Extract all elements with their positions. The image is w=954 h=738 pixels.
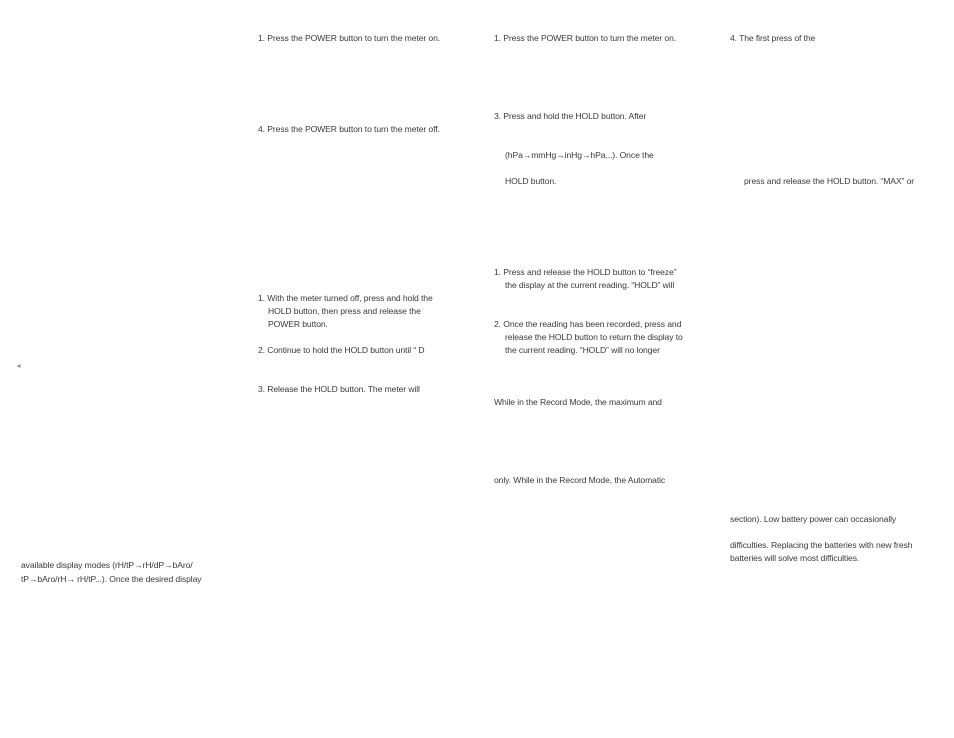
col4-step-4-max: press and release the HOLD button. “MAX” or: [744, 176, 915, 186]
col3-hold-step-2b: release the HOLD button to return the display to: [505, 332, 683, 342]
left-arrow-marker: ◄: [15, 363, 22, 370]
col4-battery-line-2: difficulties. Replacing the batteries with new fresh: [730, 540, 913, 550]
col2-setup-step-1a: 1. With the meter turned off, press and hold the: [258, 293, 433, 303]
col1-line-1: available display modes (rH/tP→rH/dP→bAro/: [21, 560, 193, 570]
col2-setup-step-3: 3. Release the HOLD button. The meter will: [258, 384, 420, 394]
col3-step-3-hold: HOLD button.: [505, 176, 557, 186]
col3-step-3-units: (hPa→mmHg→inHg→hPa...). Once the: [505, 150, 654, 160]
col2-setup-step-2: 2. Continue to hold the HOLD button until “ D: [258, 345, 425, 355]
col3-step-power-on: 1. Press the POWER button to turn the meter on.: [494, 33, 677, 43]
col3-hold-step-1b: the display at the current reading. “HOLD” will: [505, 280, 675, 290]
col3-record-line-1: While in the Record Mode, the maximum and: [494, 397, 662, 407]
col3-hold-step-2a: 2. Once the reading has been recorded, press and: [494, 319, 682, 329]
col3-step-3: 3. Press and hold the HOLD button. After: [494, 111, 647, 121]
col4-battery-line-3: batteries will solve most difficulties.: [730, 553, 860, 563]
col3-record-line-2: only. While in the Record Mode, the Automatic: [494, 475, 666, 485]
col2-setup-step-1b: HOLD button, then press and release the: [268, 306, 421, 316]
col4-step-4: 4. The first press of the: [730, 33, 816, 43]
col3-hold-step-2c: the current reading. “HOLD” will no longer: [505, 345, 660, 355]
col2-step-power-on: 1. Press the POWER button to turn the meter on.: [258, 33, 441, 43]
col2-step-power-off: 4. Press the POWER button to turn the meter off.: [258, 124, 440, 134]
col1-line-2: tP→bAro/rH→ rH/tP...). Once the desired display: [21, 574, 202, 584]
col2-setup-step-1c: POWER button.: [268, 319, 328, 329]
col4-battery-line-1: section). Low battery power can occasionally: [730, 514, 897, 524]
col3-hold-step-1a: 1. Press and release the HOLD button to “freeze”: [494, 267, 677, 277]
